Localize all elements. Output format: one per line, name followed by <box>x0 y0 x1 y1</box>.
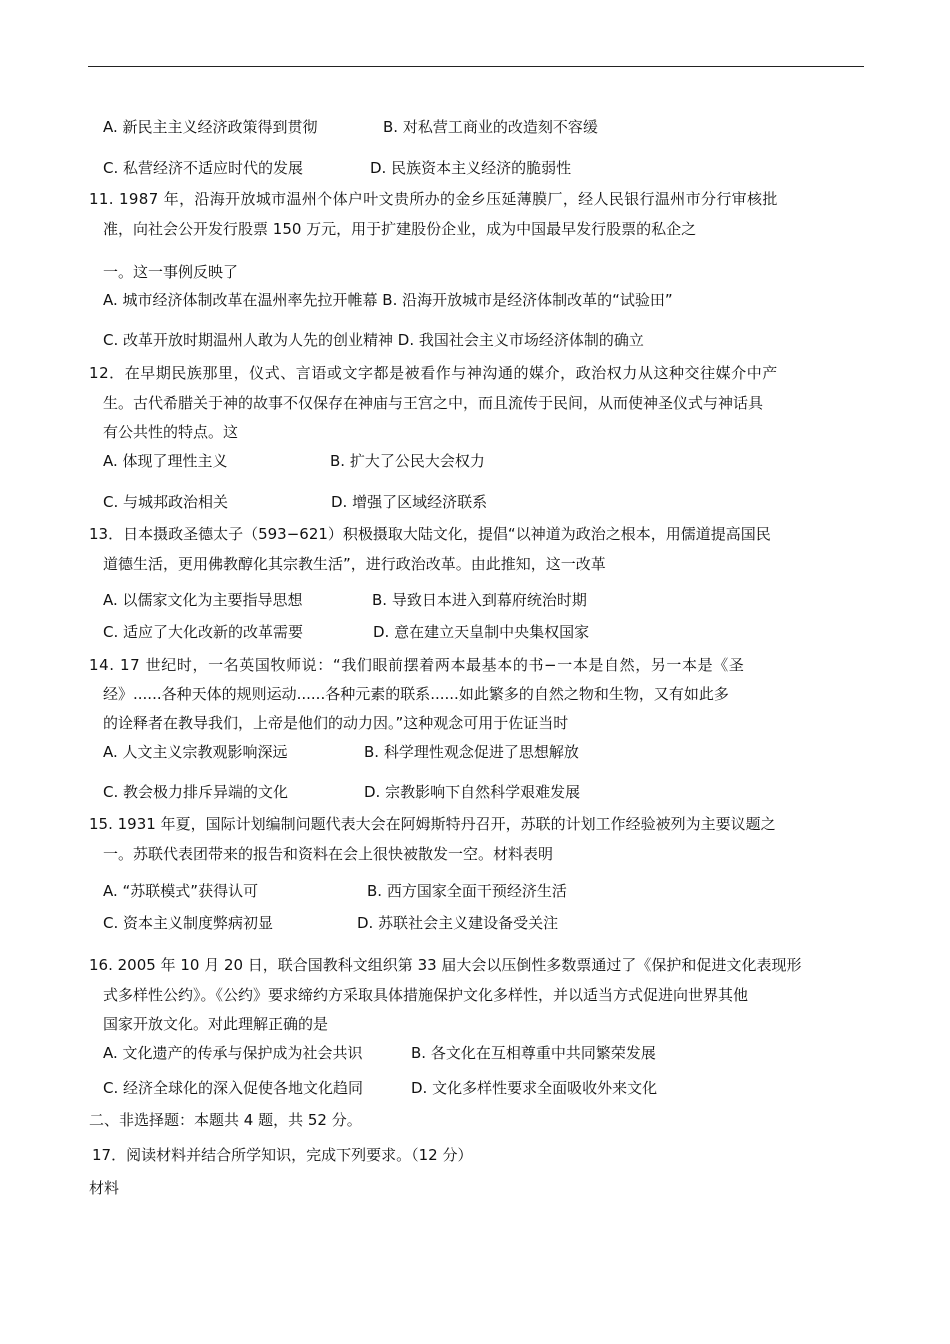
q15-option-a: A. “苏联模式”获得认可 <box>103 882 259 900</box>
q15-option-c: C. 资本主义制度弊病初显 <box>103 914 274 932</box>
q14-stem-line3: 的诠释者在教导我们，上帝是他们的动力因。”这种观念可用于佐证当时 <box>103 714 569 732</box>
q11-stem-line1: 11. 1987 年，沿海开放城市温州个体户叶文贵所办的金乡压延薄膜厂，经人民银行温州市分行审核批 <box>89 190 778 208</box>
q13-option-a: A. 以儒家文化为主要指导思想 <box>103 591 303 609</box>
q10-option-b: B. 对私营工商业的改造刻不容缓 <box>383 118 598 136</box>
header-rule <box>88 66 864 67</box>
q14-option-b: B. 科学理性观念促进了思想解放 <box>364 743 579 761</box>
q12-option-d: D. 增强了区域经济联系 <box>331 493 488 511</box>
q13-option-b: B. 导致日本进入到幕府统治时期 <box>372 591 587 609</box>
q17-stem: 17．阅读材料并结合所学知识，完成下列要求。（12 分） <box>92 1146 473 1164</box>
q16-option-c: C. 经济全球化的深入促使各地文化趋同 <box>103 1079 364 1097</box>
q16-option-b: B. 各文化在互相尊重中共同繁荣发展 <box>411 1044 656 1062</box>
q11-options-ab: A. 城市经济体制改革在温州率先拉开帷幕 B. 沿海开放城市是经济体制改革的“试验田” <box>103 291 673 309</box>
q14-option-c: C. 教会极力排斥异端的文化 <box>103 783 289 801</box>
q16-option-d: D. 文化多样性要求全面吸收外来文化 <box>411 1079 658 1097</box>
q14-option-d: D. 宗教影响下自然科学艰难发展 <box>364 783 581 801</box>
q12-stem-line3: 有公共性的特点。这 <box>103 423 239 441</box>
q10-option-c: C. 私营经济不适应时代的发展 <box>103 159 304 177</box>
q16-stem-line1: 16. 2005 年 10 月 20 日，联合国教科文组织第 33 届大会以压倒性多数票通过了《保护和促进文化表现形 <box>89 956 802 974</box>
q10-option-d: D. 民族资本主义经济的脆弱性 <box>370 159 572 177</box>
q12-stem-line2: 生。古代希腊关于神的故事不仅保存在神庙与王宫之中，而且流传于民间，从而使神圣仪式与神话具 <box>103 394 764 412</box>
q16-stem-line3: 国家开放文化。对此理解正确的是 <box>103 1015 329 1033</box>
q15-option-d: D. 苏联社会主义建设备受关注 <box>357 914 559 932</box>
q13-stem-line2: 道德生活，更用佛教醇化其宗教生活”，进行政治改革。由此推知，这一改革 <box>103 555 606 573</box>
q13-option-c: C. 适应了大化改新的改革需要 <box>103 623 304 641</box>
q14-option-a: A. 人文主义宗教观影响深远 <box>103 743 288 761</box>
q11-stem-line3: 一。这一事例反映了 <box>103 263 239 281</box>
q16-stem-line2: 式多样性公约》。《公约》要求缔约方采取具体措施保护文化多样性，并以适当方式促进向世界其他 <box>103 986 749 1004</box>
q15-option-b: B. 西方国家全面干预经济生活 <box>367 882 567 900</box>
q12-option-b: B. 扩大了公民大会权力 <box>330 452 485 470</box>
q15-stem-line1: 15. 1931 年夏，国际计划编制问题代表大会在阿姆斯特丹召开，苏联的计划工作经验被列为主要议题之 <box>89 815 776 833</box>
q11-stem-line2: 准，向社会公开发行股票 150 万元，用于扩建股份企业，成为中国最早发行股票的私企之 <box>103 220 697 238</box>
q12-option-a: A. 体现了理性主义 <box>103 452 228 470</box>
material-label: 材料 <box>89 1179 120 1197</box>
section-heading: 二、非选择题：本题共 4 题，共 52 分。 <box>89 1111 362 1129</box>
q13-stem-line1: 13．日本摄政圣德太子（593−621）积极摄取大陆文化，提倡“以神道为政治之根本，用儒道提高国民 <box>89 525 771 543</box>
q12-option-c: C. 与城邦政治相关 <box>103 493 229 511</box>
q11-options-cd: C. 改革开放时期温州人敢为人先的创业精神 D. 我国社会主义市场经济体制的确立 <box>103 331 644 349</box>
q10-option-a: A. 新民主主义经济政策得到贯彻 <box>103 118 318 136</box>
q16-option-a: A. 文化遗产的传承与保护成为社会共识 <box>103 1044 363 1062</box>
q13-option-d: D. 意在建立天皇制中央集权国家 <box>373 623 590 641</box>
q14-stem-line1: 14. 17 世纪时，一名英国牧师说：“我们眼前摆着两本最基本的书−一本是自然，另一本是《圣 <box>89 656 745 674</box>
q15-stem-line2: 一。苏联代表团带来的报告和资料在会上很快被散发一空。材料表明 <box>103 845 554 863</box>
q14-stem-line2: 经》......各种天体的规则运动......各种元素的联系......如此繁多的自然之物和生物，又有如此多 <box>103 685 729 703</box>
q12-stem-line1: 12．在早期民族那里，仪式、言语或文字都是被看作与神沟通的媒介，政治权力从这种交往媒介中产 <box>89 364 778 382</box>
